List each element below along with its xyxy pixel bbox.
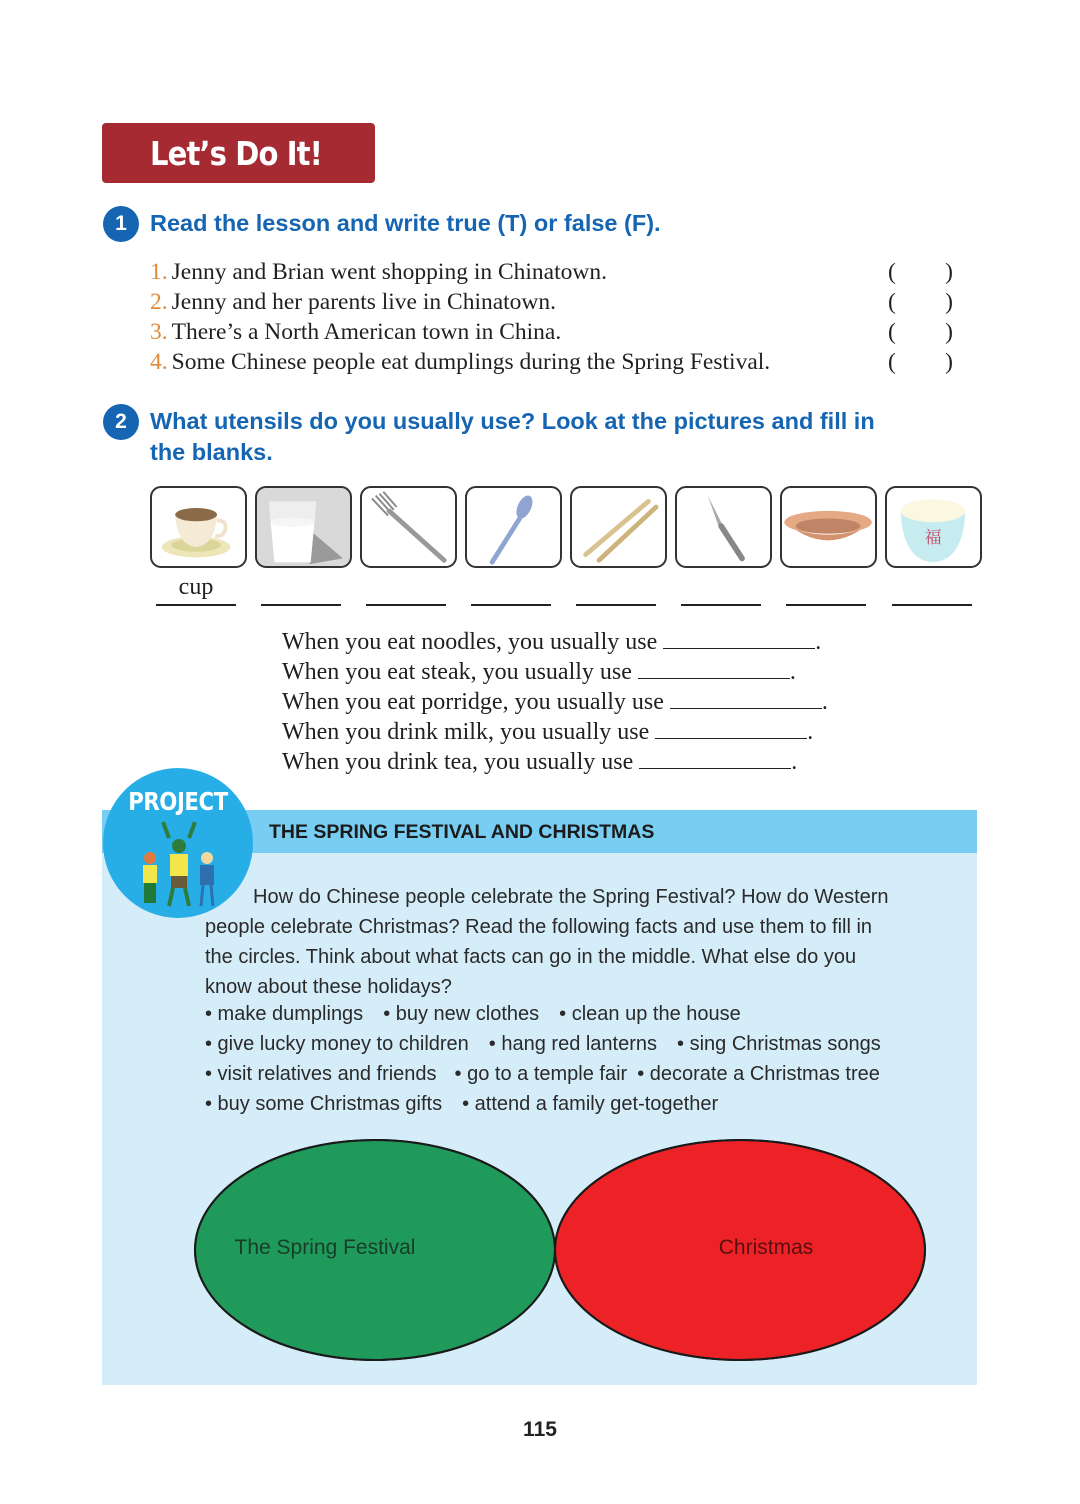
answer-blank[interactable] (681, 572, 761, 606)
sentence: When you eat noodles, you usually use . (282, 629, 822, 655)
spoon-icon (465, 486, 562, 568)
project-title: THE SPRING FESTIVAL AND CHRISTMAS (269, 821, 655, 843)
fill-in-sentences (282, 627, 828, 777)
fact-item: • decorate a Christmas tree (637, 1063, 880, 1085)
answer-blank[interactable] (576, 572, 656, 606)
project-intro: How do Chinese people celebrate the Spring Festival? How do Western people celebrate Christmas? Read the following facts and use them to fill in the circles. Think about what facts can go in the middle. What else do you know about these holidays? (205, 886, 889, 998)
answer-blank[interactable] (670, 688, 822, 709)
fact-item: • hang red lanterns (488, 1033, 658, 1055)
fact-item: • give lucky money to children (205, 1033, 469, 1055)
fact-item: • buy new clothes (383, 1003, 540, 1025)
sentence: When you drink milk, you usually use . (282, 719, 814, 745)
utensil-pictures (150, 486, 982, 570)
answer-blank[interactable] (638, 658, 790, 679)
answer-blank[interactable] (655, 718, 807, 739)
answer-blank[interactable]: ( ) (888, 318, 953, 345)
answer-blank[interactable]: ( ) (888, 288, 953, 315)
fact-item: • attend a family get-together (462, 1093, 719, 1115)
exercise-1-instruction: Read the lesson and write true (T) or false (F). (150, 210, 661, 236)
venn-right-label: Christmas (718, 1236, 814, 1259)
project-badge-label: PROJECT (128, 787, 228, 816)
fact-item: • make dumplings (205, 1003, 364, 1025)
true-false-list (150, 257, 960, 377)
fact-item: • buy some Christmas gifts (205, 1093, 443, 1115)
sentence: When you eat porridge, you usually use . (282, 689, 828, 715)
exercise-2-number-badge: 2 (103, 404, 139, 440)
answer-blank[interactable] (261, 572, 341, 606)
venn-diagram (190, 1130, 935, 1370)
answer-blanks (150, 572, 982, 608)
fact-item: • go to a temple fair (454, 1063, 628, 1085)
exercise-1-number-badge: 1 (103, 206, 139, 242)
section-banner (102, 123, 375, 183)
glass-of-milk-icon (255, 486, 352, 568)
tf-item: 3. There’s a North American town in China. ( ) (150, 318, 953, 345)
answer-blank[interactable] (639, 748, 791, 769)
answer-blank[interactable] (663, 628, 815, 649)
tf-item: 2. Jenny and her parents live in Chinatown. ( ) (150, 288, 953, 315)
fact-item: • sing Christmas songs (677, 1033, 881, 1055)
tf-item: 4. Some Chinese people eat dumplings during the Spring Festival. ( ) (150, 348, 953, 375)
banner-title: Let’s Do It! (150, 133, 323, 173)
tf-item: 1. Jenny and Brian went shopping in Chinatown. ( ) (150, 258, 953, 285)
sentence: When you drink tea, you usually use . (282, 749, 798, 775)
sentence: When you eat steak, you usually use . (282, 659, 796, 685)
chopsticks-icon (570, 486, 667, 568)
cup-icon (150, 486, 247, 568)
page-number: 115 (523, 1418, 557, 1441)
fact-item: • clean up the house (559, 1003, 741, 1025)
bowl-icon (885, 486, 982, 568)
answer-blank[interactable]: cup (156, 572, 236, 606)
exercise-2-instruction: What utensils do you usually use? Look at the pictures and fill in the blanks. (150, 408, 875, 465)
plate-icon (780, 486, 877, 568)
svg-text:福: 福 (924, 528, 942, 548)
answer-blank[interactable]: ( ) (888, 258, 953, 285)
knife-icon (675, 486, 772, 568)
facts-list (205, 999, 901, 1119)
answer-blank[interactable] (786, 572, 866, 606)
answer-blank[interactable] (892, 572, 972, 606)
venn-left-label: The Spring Festival (234, 1236, 416, 1259)
fact-item: • visit relatives and friends (205, 1063, 437, 1085)
fork-icon (360, 486, 457, 568)
answer-blank[interactable] (471, 572, 551, 606)
answer-blank[interactable]: ( ) (888, 348, 953, 375)
answer-blank[interactable] (366, 572, 446, 606)
